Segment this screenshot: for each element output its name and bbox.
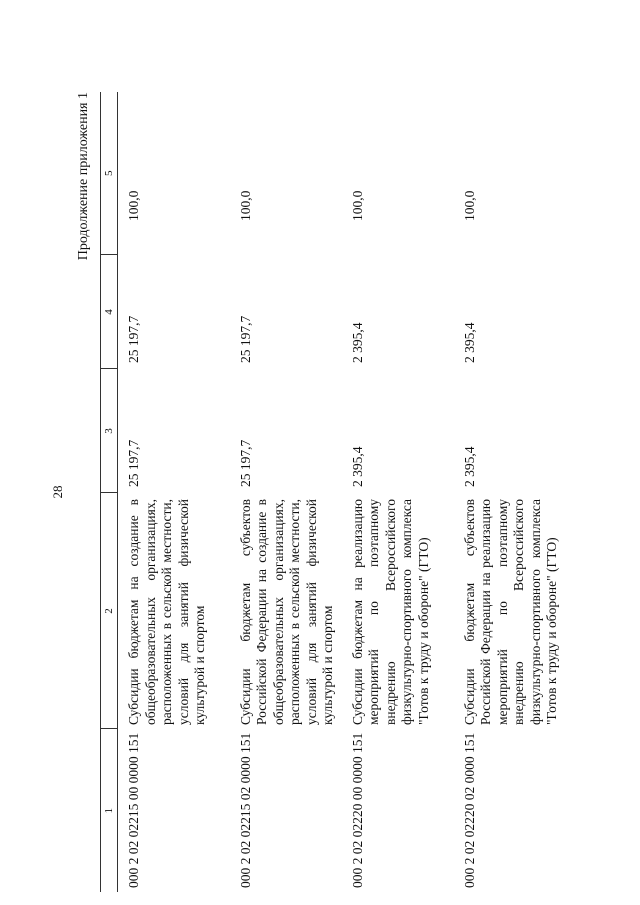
column-header-2: 2 (101, 493, 118, 729)
table-row (342, 92, 454, 892)
actual-amount-cell: 2 395,4 (461, 322, 477, 363)
actual-amount-cell: 25 197,7 (237, 315, 253, 363)
percent-cell: 100,0 (126, 190, 141, 221)
percent-cell: 100,0 (349, 190, 365, 221)
column-header-3: 3 (101, 369, 118, 493)
percent-cell: 100,0 (237, 190, 253, 221)
column-header-1: 1 (101, 729, 118, 892)
budget-code-cell: 000 2 02 02220 00 0000 151 (349, 732, 365, 888)
table-row (118, 92, 230, 892)
budget-code-cell: 000 2 02 02220 02 0000 151 (461, 732, 477, 888)
column-header-4: 4 (101, 255, 118, 369)
rotated-document-page (50, 92, 590, 892)
description-cell: Субсидии бюджетам субъектов Российской Федерации на создание в общеобразовательных организациях, расположенных в сельской местности, условий для занятий физической культурой и спортом (237, 499, 335, 725)
description-cell: Субсидии бюджетам на реализацию мероприятий по поэтапному внедрению Всероссийского физкультурно-спортивного комплекса "Готов к труду и обороне" (ГТО) (349, 499, 431, 725)
description-cell: Субсидии бюджетам субъектов Российской Федерации на реализацию мероприятий по поэтапному внедрению Всероссийского физкультурно-спортивного комплекса "Готов к труду и обороне" (ГТО) (461, 499, 559, 725)
table-row (454, 92, 566, 892)
appendix-continuation-label: Продолжение приложения 1 (76, 92, 91, 261)
description-cell: Субсидии бюджетам на создание в общеобразовательных организациях, расположенных в сельской местности, условий для занятий физической культурой и спортом (126, 499, 207, 725)
column-header-5: 5 (101, 92, 118, 255)
table-row (230, 92, 342, 892)
percent-cell: 100,0 (461, 190, 477, 221)
page-number: 28 (50, 485, 65, 499)
table-header-row (101, 92, 118, 892)
planned-amount-cell: 2 395,4 (349, 446, 365, 487)
budget-code-cell: 000 2 02 02215 00 0000 151 (126, 732, 141, 888)
planned-amount-cell: 25 197,7 (237, 439, 253, 487)
actual-amount-cell: 2 395,4 (349, 322, 365, 363)
actual-amount-cell: 25 197,7 (126, 315, 141, 363)
planned-amount-cell: 2 395,4 (461, 446, 477, 487)
budget-code-cell: 000 2 02 02215 02 0000 151 (237, 732, 253, 888)
planned-amount-cell: 25 197,7 (126, 439, 141, 487)
budget-table (100, 92, 566, 892)
